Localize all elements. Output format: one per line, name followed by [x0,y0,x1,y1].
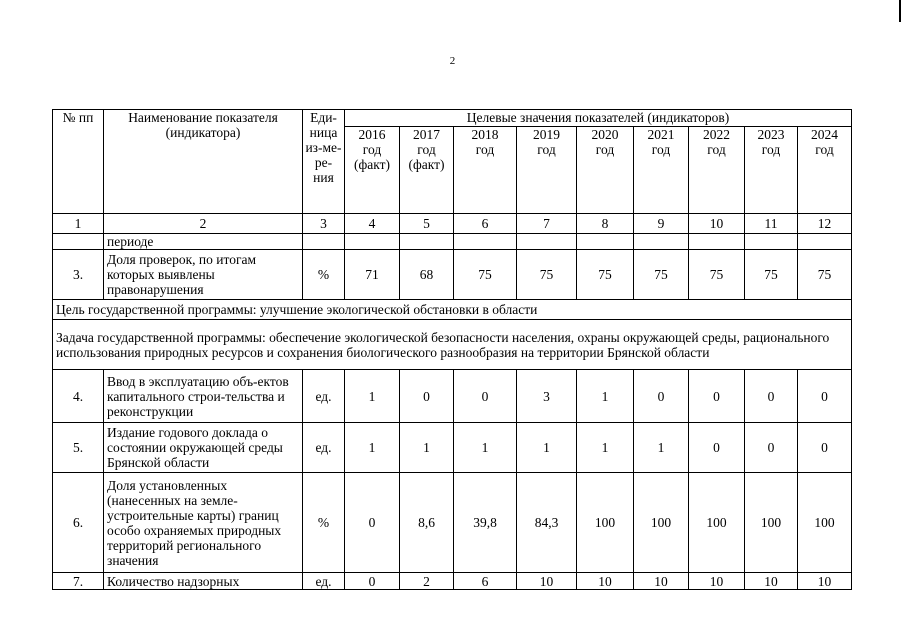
year-word: год [417,142,436,157]
row-value: 75 [634,250,689,300]
row-value: 100 [577,473,634,573]
row-value: 1 [577,370,634,423]
row-value: 68 [400,250,454,300]
row-value: 1 [400,423,454,473]
row-value: 10 [577,573,634,590]
row-value: 75 [798,250,852,300]
row-value: 75 [689,250,745,300]
row-value: 0 [454,370,517,423]
year-word: год [537,142,556,157]
header-year-2016 [345,127,400,214]
row-value: 0 [345,473,400,573]
row-num: 7. [53,573,104,590]
year-word: год [475,142,495,157]
column-number: 8 [577,214,634,234]
row-value: 2 [400,573,454,590]
row-num: 5. [53,423,104,473]
row-num: 4. [53,370,104,423]
row-name: Издание годового доклада о состоянии окружающей среды Брянской области [104,423,303,473]
row-value: 3 [517,370,577,423]
row-value: 84,3 [517,473,577,573]
page-number: 2 [449,55,456,67]
year-label: 2017 [413,127,440,142]
row-name: Количество надзорных [104,573,303,590]
row-name: Ввод в эксплуатацию объ-ектов капитального строи-тельства и реконструкции [104,370,303,423]
row-value: 1 [345,423,400,473]
row-value: 0 [634,370,689,423]
row-name: Доля проверок, по итогам которых выявлены правонарушения [104,250,303,300]
row-value: 1 [634,423,689,473]
indicators-table [52,109,852,590]
column-number: 10 [689,214,745,234]
task-row [53,320,852,370]
row-value: 10 [798,573,852,590]
row-value: 1 [454,423,517,473]
column-number: 1 [53,214,104,234]
row-num: 3. [53,250,104,300]
goal-row [53,300,852,320]
header-group-title: Целевые значения показателей (индикаторов) [345,110,852,127]
row-value: 75 [745,250,798,300]
row-value: 0 [745,370,798,423]
row-value: 100 [745,473,798,573]
header-col-name: Наименование показателя (индикатора) [104,110,303,214]
row-value: 8,6 [400,473,454,573]
goal-text: Цель государственной программы: улучшение экологической обстановки в области [53,300,852,320]
year-word: год [595,142,615,157]
table-row [53,573,852,590]
row-value: 100 [798,473,852,573]
header-col-unit: Еди-ница из-ме-ре-ния [303,110,345,214]
row-value: 75 [517,250,577,300]
year-label: 2019 [533,127,560,142]
table-row [53,370,852,423]
row-value: 0 [689,423,745,473]
header-year-2023 [745,127,798,214]
year-label: 2021 [647,127,675,142]
year-note: (факт) [408,157,445,172]
header-year-2021 [634,127,689,214]
row-unit: ед. [303,423,345,473]
column-number: 2 [104,214,303,234]
row-value: 6 [454,573,517,590]
header-year-2017 [400,127,454,214]
row-unit: % [303,250,345,300]
header-year-2024 [798,127,852,214]
row-unit: % [303,473,345,573]
row-value: 71 [345,250,400,300]
header-year-2019 [517,127,577,214]
row-value: 10 [517,573,577,590]
row-value: 1 [517,423,577,473]
year-word: год [651,142,671,157]
row-value: 0 [689,370,745,423]
table-row [53,473,852,573]
year-note: (факт) [353,157,390,172]
row-value: 10 [689,573,745,590]
row-value: 100 [689,473,745,573]
column-number: 5 [400,214,454,234]
table-row [53,423,852,473]
year-word: год [707,142,726,157]
year-label: 2020 [591,127,619,142]
row-value: 0 [745,423,798,473]
row-value: 0 [345,573,400,590]
header-year-2020 [577,127,634,214]
cont-cell-num [53,234,104,250]
column-number: 4 [345,214,400,234]
cont-cell-name: периоде [104,234,303,250]
row-value: 0 [798,370,852,423]
column-number: 9 [634,214,689,234]
row-name: Доля установленных (нанесенных на земле-устроительные карты) границ особо охраняемых природных территорий регионального значения [104,473,303,573]
header-year-2018 [454,127,517,214]
column-number: 7 [517,214,577,234]
row-unit: ед. [303,573,345,590]
year-word: год [815,142,834,157]
year-label: 2016 [358,127,386,142]
header-col-num: № пп [53,110,104,214]
year-label: 2024 [811,127,839,142]
year-word: год [362,142,382,157]
row-value: 1 [345,370,400,423]
column-number: 3 [303,214,345,234]
row-value: 10 [634,573,689,590]
row-value: 10 [745,573,798,590]
row-value: 100 [634,473,689,573]
column-number: 11 [745,214,798,234]
task-text: Задача государственной программы: обеспечение экологической безопасности населения, охраны окружающей среды, рационального использования природных ресурсов и сохранения биологического разнообразия на территории Брянской области [53,320,852,370]
row-value: 39,8 [454,473,517,573]
column-number: 6 [454,214,517,234]
year-label: 2018 [471,127,499,142]
table-row [53,250,852,300]
column-number: 12 [798,214,852,234]
header-year-2022 [689,127,745,214]
row-value: 75 [454,250,517,300]
year-word: год [761,142,781,157]
row-value: 1 [577,423,634,473]
row-unit: ед. [303,370,345,423]
row-num: 6. [53,473,104,573]
row-value: 0 [798,423,852,473]
year-label: 2022 [703,127,730,142]
page-edge-mark [899,0,901,22]
year-label: 2023 [757,127,785,142]
row-value: 0 [400,370,454,423]
row-value: 75 [577,250,634,300]
